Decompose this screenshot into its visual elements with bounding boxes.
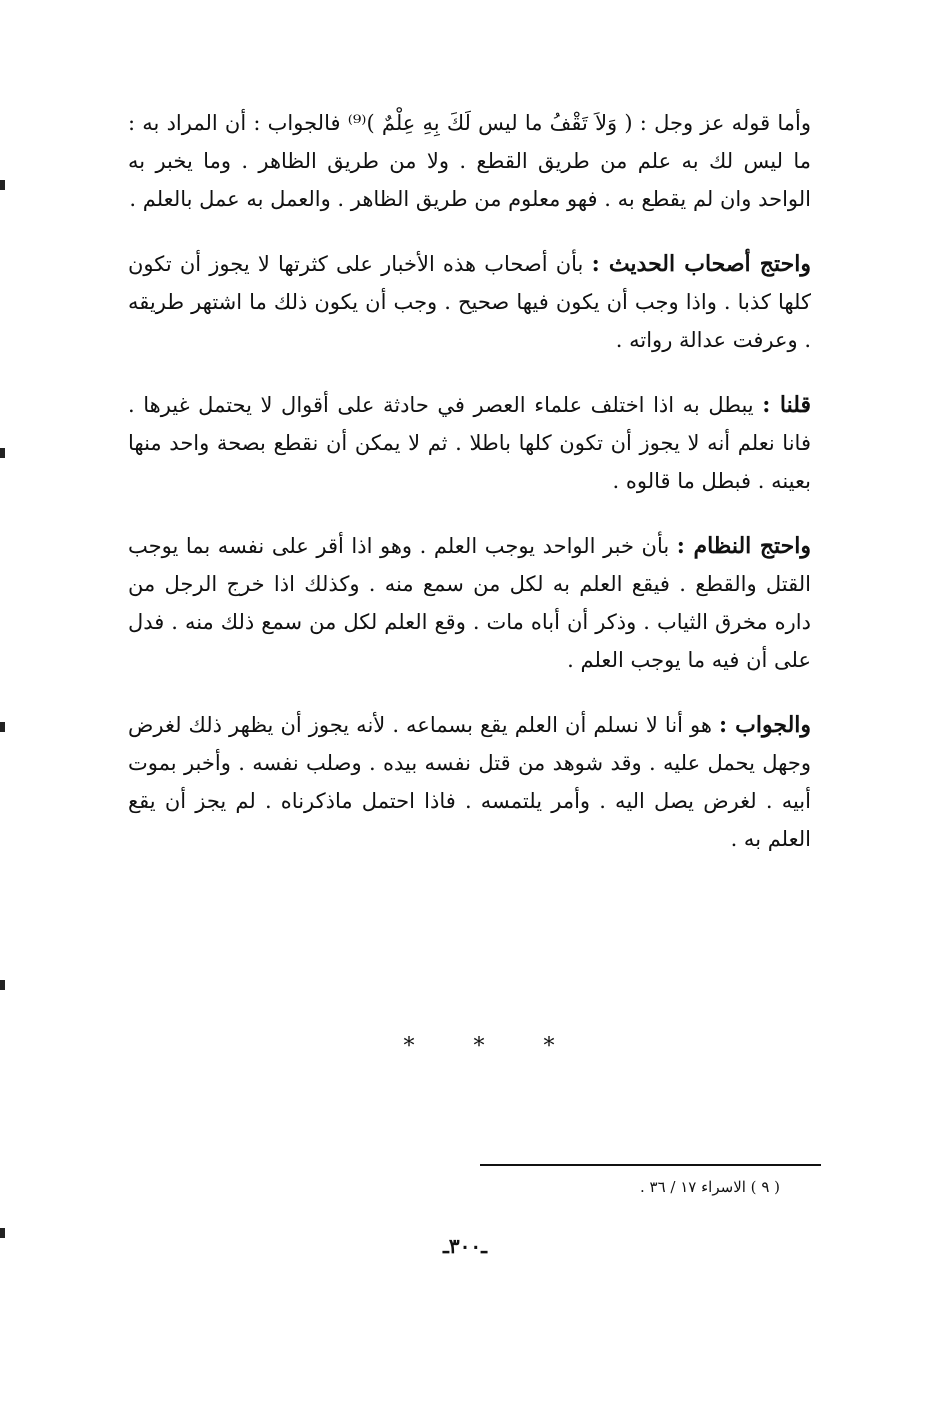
paragraph-1	[128, 104, 811, 218]
section-separator: * * *	[403, 1034, 581, 1059]
scan-edge-mark	[0, 180, 5, 190]
paragraph-lead: والجواب :	[719, 712, 812, 738]
page-number: ـ٣٠٠ـ	[443, 1234, 487, 1258]
paragraph-4	[128, 527, 811, 679]
body-text	[128, 104, 811, 885]
paragraph-text: هو أنا لا نسلم أن العلم يقع بسماعه . لأنه يجوز أن يظهر ذلك لغرض وجهل يحمل عليه . وقد شوهد من قتل نفسه بيده . وصلب نفسه . وأخبر بموت أبيه . لغرض يصل اليه . وأمر يلتمسه . فاذا احتمل ماذكرناه . لم يجز أن يقع العلم به .	[128, 713, 811, 851]
paragraph-text: بأن خبر الواحد يوجب العلم . وهو اذا أقر على نفسه بما يوجب القتل والقطع . فيقع العلم به لكل من سمع منه . وكذلك اذا خرج الرجل من داره مخرق الثياب . وذكر أن أباه مات . وقع العلم لكل من سمع ذلك منه . فدل على أن فيه ما يوجب العلم .	[128, 534, 811, 672]
footnote-rule	[480, 1164, 821, 1166]
paragraph-text: بأن أصحاب هذه الأخبار على كثرتها لا يجوز أن تكون كلها كذبا . واذا وجب أن يكون فيها صحيح . وجب أن يكون ذلك ما اشتهر طريقه . وعرفت عدالة رواته .	[128, 252, 811, 352]
scan-edge-mark	[0, 722, 5, 732]
paragraph-text: يبطل به اذا اختلف علماء العصر في حادثة على أقوال لا يحتمل غيرها . فانا نعلم أنه لا يجوز أن تكون كلها باطلا . ثم لا يمكن أن نقطع بصحة واحد منها بعينه . فبطل ما قالوه .	[128, 393, 811, 493]
paragraph-lead: واحتج النظام :	[676, 533, 812, 559]
scan-edge-mark	[0, 980, 5, 990]
paragraph-2	[128, 245, 811, 359]
paragraph-text: وأما قوله عز وجل : ( وَلاَ تَقْفُ ما ليس لَكَ بِهِ عِلْمٌ )⁽⁹⁾ فالجواب : أن المراد به : ما ليس لك به علم من طريق القطع . ولا من طريق الظاهر . وما يخبر به الواحد وان لم يقطع به . فهو معلوم من طريق الظاهر . والعمل به عمل بالعلم .	[128, 111, 811, 211]
paragraph-lead: واحتج أصحاب الحديث :	[591, 251, 811, 277]
paragraph-3	[128, 386, 811, 500]
footnote: ( ٩ ) الاسراء ١٧ / ٣٦ .	[639, 1178, 780, 1196]
paragraph-5	[128, 706, 811, 858]
scan-edge-mark	[0, 448, 5, 458]
paragraph-lead: قلنا :	[762, 392, 812, 418]
scan-edge-mark	[0, 1228, 5, 1238]
